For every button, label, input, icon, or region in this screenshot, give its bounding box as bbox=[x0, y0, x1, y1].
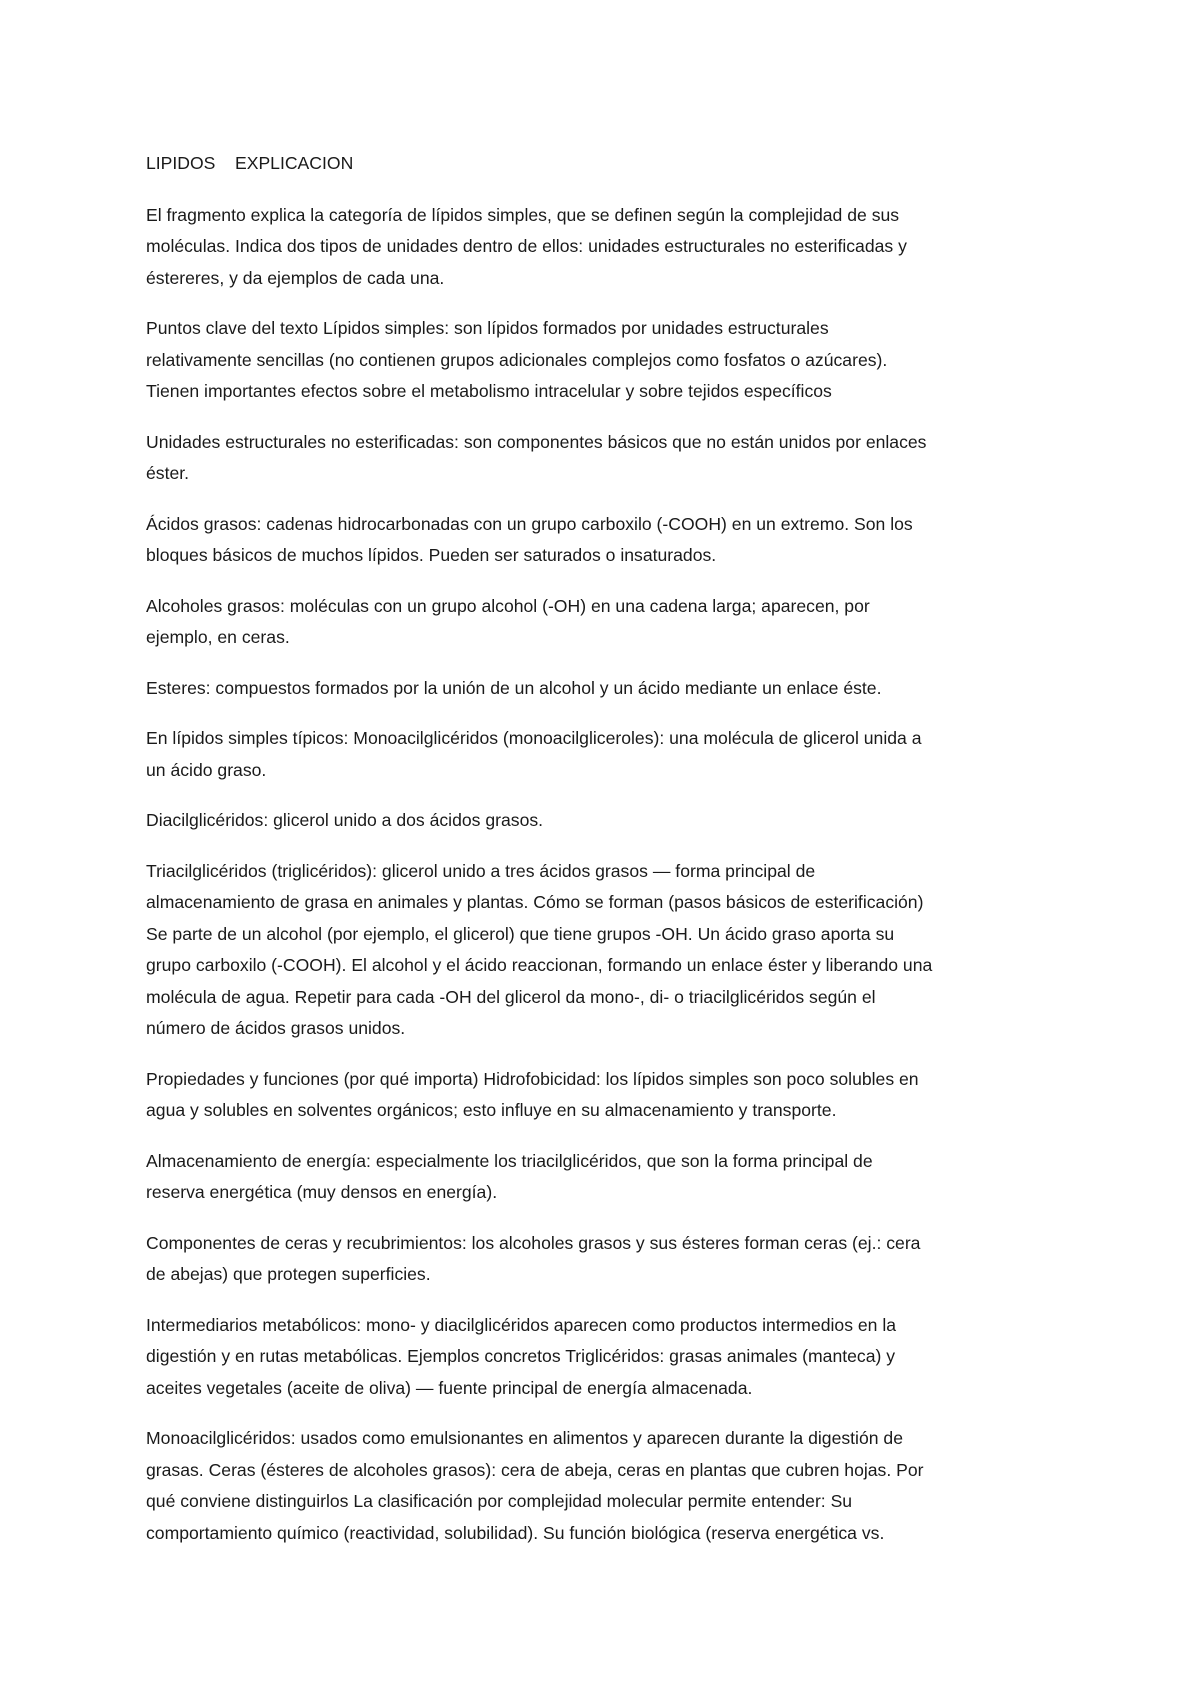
paragraph-intermediaries: Intermediarios metabólicos: mono- y diacilglicéridos aparecen como productos intermedios en la digestión y en rutas metabólicas. Ejemplos concretos Triglicéridos: grasas animales (manteca) y aceites vegetales (aceite de oliva) — fuente principal de energía almacenada. bbox=[146, 1314, 897, 1398]
paragraph-key-points: Puntos clave del texto Lípidos simples: son lípidos formados por unidades estructurales relativamente sencillas (no contienen grupos adicionales complejos como fosfatos o azúcares). Tienen importantes efectos sobre el metabolismo intracelular y sobre tejidos específicos bbox=[146, 318, 888, 401]
paragraph-monoacylglycerides-uses: Monoacilglicéridos: usados como emulsionantes en alimentos y aparecen durante la digestión de grasas. Ceras (ésteres de alcoholes grasos): cera de abeja, ceras en plantas que cubren hojas. Por qué conviene distinguirlos La clasificación por complejidad molecular permite entender: Su comportamiento químico (reactividad, solubilidad). Su función biológica (reserva energética vs. bbox=[146, 1428, 924, 1543]
document-body bbox=[146, 148, 1068, 1568]
paragraph-fatty-acids: Ácidos grasos: cadenas hidrocarbonadas con un grupo carboxilo (-COOH) en un extremo. Son los bloques básicos de muchos lípidos. Pueden ser saturados o insaturados. bbox=[146, 513, 913, 565]
paragraph-waxes: Componentes de ceras y recubrimientos: los alcoholes grasos y sus ésteres forman ceras (ej.: cera de abejas) que protegen superficies. bbox=[146, 1232, 921, 1284]
paragraph-esters: Esteres: compuestos formados por la unión de un alcohol y un ácido mediante un enlace éste. bbox=[146, 677, 882, 698]
paragraph-triacylglycerides: Triacilglicéridos (triglicéridos): glicerol unido a tres ácidos grasos — forma principal de almacenamiento de grasa en animales y plantas. Cómo se forman (pasos básicos de esterificación) Se parte de un alcohol (por ejemplo, el glicerol) que tiene grupos -OH. Un ácido graso aporta su grupo carboxilo (-COOH). El alcohol y el ácido reaccionan, formando un enlace éster y liberando una molécula de agua. Repetir para cada -OH del glicerol da mono-, di- o triacilglicéridos según el número de ácidos grasos unidos. bbox=[146, 860, 933, 1038]
paragraph-monoacylglycerides: En lípidos simples típicos: Monoacilglicéridos (monoacilgliceroles): una molécula de glicerol unida a un ácido graso. bbox=[146, 728, 922, 780]
paragraph-diacylglycerides: Diacilglicéridos: glicerol unido a dos ácidos grasos. bbox=[146, 810, 544, 830]
paragraph-intro: El fragmento explica la categoría de lípidos simples, que se definen según la complejidad de sus moléculas. Indica dos tipos de unidades dentro de ellos: unidades estructurales no esterificadas y éstereres, y da ejemplos de cada una. bbox=[146, 204, 907, 288]
document-title: LIPIDOS EXPLICACION bbox=[146, 153, 354, 173]
paragraph-fatty-alcohols: Alcoholes grasos: moléculas con un grupo alcohol (-OH) en una cadena larga; aparecen, por ejemplo, en ceras. bbox=[146, 595, 870, 647]
paragraph-properties: Propiedades y funciones (por qué importa) Hidrofobicidad: los lípidos simples son poco solubles en agua y solubles en solventes orgánicos; esto influye en su almacenamiento y transporte. bbox=[146, 1068, 919, 1120]
paragraph-non-esterified: Unidades estructurales no esterificadas: son componentes básicos que no están unidos por enlaces éster. bbox=[146, 431, 927, 483]
paragraph-energy-storage: Almacenamiento de energía: especialmente los triacilglicéridos, que son la forma principal de reserva energética (muy densos en energía). bbox=[146, 1150, 873, 1202]
